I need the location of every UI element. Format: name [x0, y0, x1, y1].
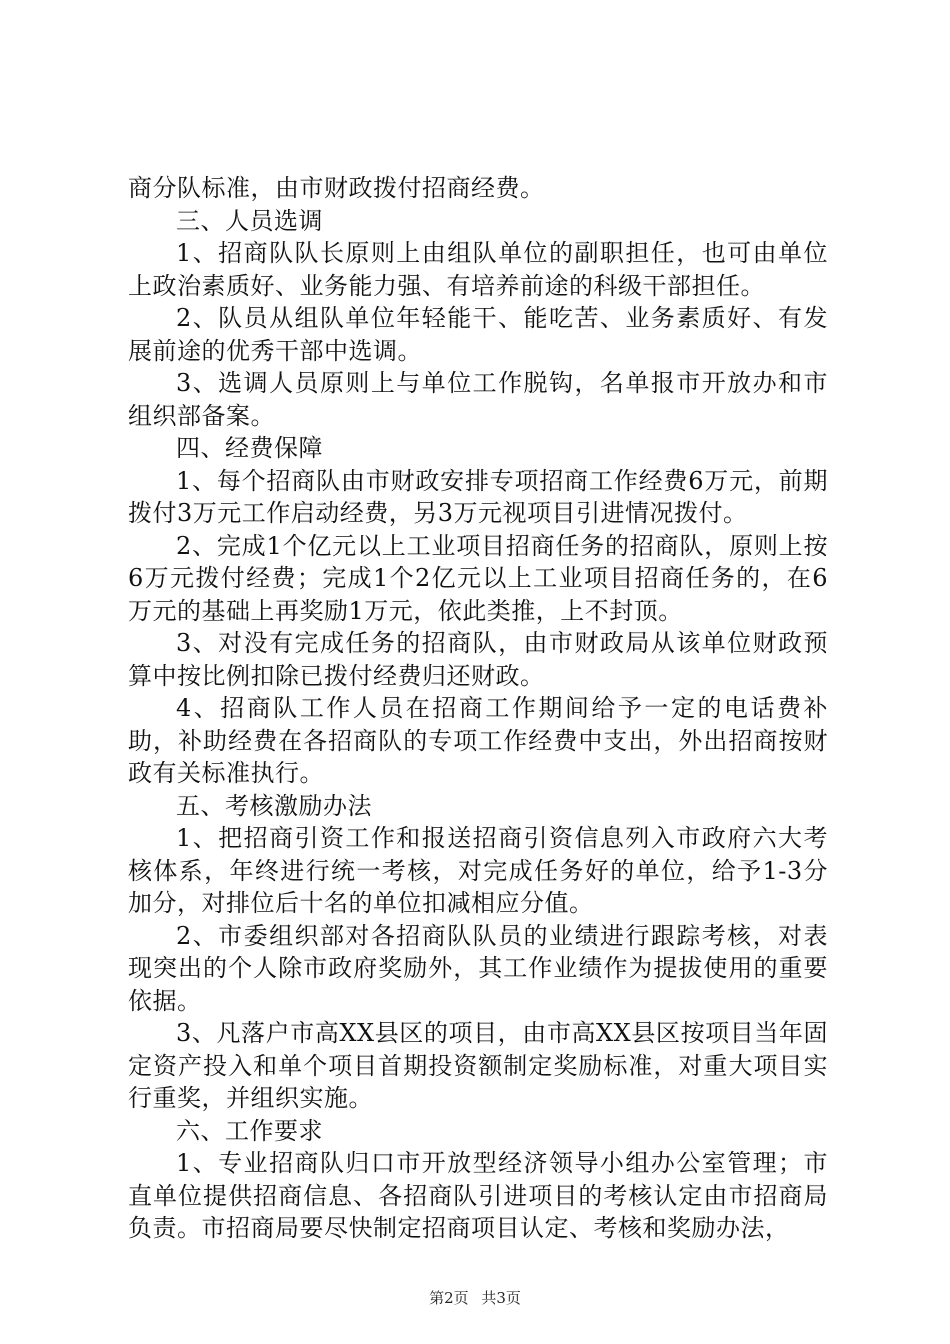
section-heading-assessment: 五、考核激励办法 — [176, 791, 372, 820]
page-number: 第2页 — [429, 1289, 469, 1307]
paragraph-continuation: 商分队标准，由市财政拨付招商经费。 — [128, 174, 545, 202]
paragraph: 3、凡落户市高XX县区的项目，由市高XX县区按项目当年固定资产投入和单个项目首期投资额制定奖励标准，对重大项目实行重奖，并组织实施。 — [128, 1019, 828, 1112]
paragraph: 1、专业招商队归口市开放型经济领导小组办公室管理；市直单位提供招商信息、各招商队引进项目的考核认定由市招商局负责。市招商局要尽快制定招商项目认定、考核和奖励办法， — [128, 1149, 828, 1242]
paragraph: 1、每个招商队由市财政安排专项招商工作经费6万元，前期拨付3万元工作启动经费，另3万元视项目引进情况拨付。 — [128, 466, 828, 527]
section-heading-funding: 四、经费保障 — [176, 434, 323, 462]
paragraph: 1、把招商引资工作和报送招商引资信息列入市政府六大考核体系，年终进行统一考核，对完成任务好的单位，给予1-3分加分，对排位后十名的单位扣减相应分值。 — [128, 824, 828, 917]
page-total: 共3页 — [481, 1289, 521, 1307]
paragraph: 2、队员从组队单位年轻能干、能吃苦、业务素质好、有发展前途的优秀干部中选调。 — [128, 304, 828, 365]
paragraph: 3、选调人员原则上与单位工作脱钩，名单报市开放办和市组织部备案。 — [128, 369, 828, 430]
paragraph: 2、市委组织部对各招商队队员的业绩进行跟踪考核，对表现突出的个人除市政府奖励外，其工作业绩作为提拔使用的重要依据。 — [128, 921, 828, 1015]
paragraph: 2、完成1个亿元以上工业项目招商任务的招商队，原则上按6万元拨付经费；完成1个2亿元以上工业项目招商任务的，在6万元的基础上再奖励1万元，依此类推，上不封顶。 — [128, 531, 828, 625]
document-body — [128, 172, 828, 1245]
section-heading-requirements: 六、工作要求 — [176, 1116, 323, 1145]
paragraph: 3、对没有完成任务的招商队，由市财政局从该单位财政预算中按比例扣除已拨付经费归还财政。 — [128, 629, 828, 690]
paragraph: 1、招商队队长原则上由组队单位的副职担任，也可由单位上政治素质好、业务能力强、有培养前途的科级干部担任。 — [128, 239, 828, 300]
section-heading-personnel: 三、人员选调 — [176, 206, 323, 235]
page-footer — [0, 1287, 950, 1308]
paragraph: 4、招商队工作人员在招商工作期间给予一定的电话费补助，补助经费在各招商队的专项工作经费中支出，外出招商按财政有关标准执行。 — [128, 694, 828, 787]
